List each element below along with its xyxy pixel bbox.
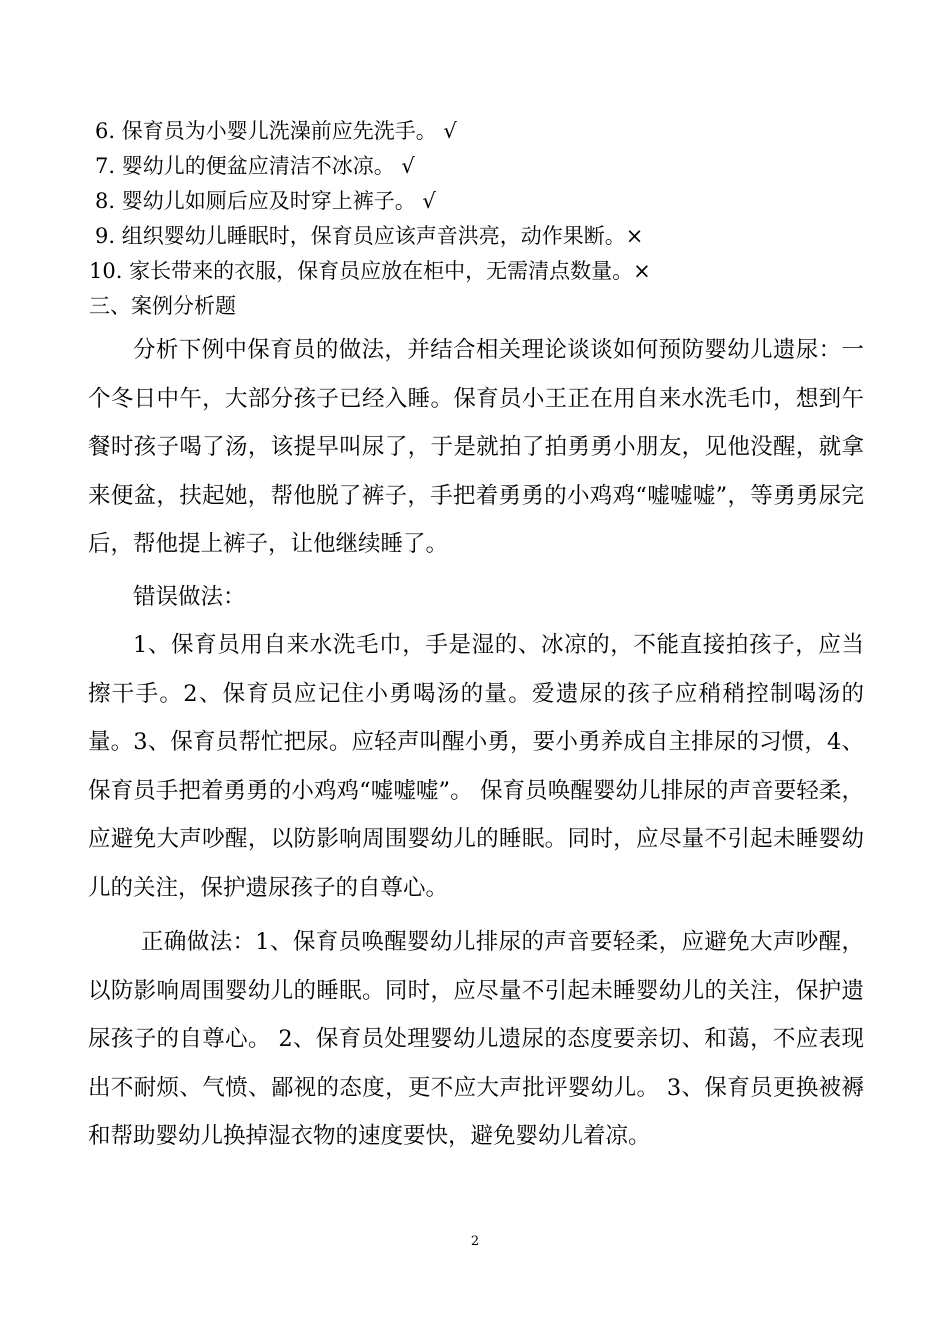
correct-practice-paragraph: 正确做法：1、保育员唤醒婴幼儿排尿的声音要轻柔，应避免大声吵醒，以防影响周围婴幼儿的睡眠。同时，应尽量不引起未睡婴幼儿的关注，保护遗尿孩子的自尊心。 2、保育员处理婴幼儿遗尿的态度要亲切、和蔼，不应表现出不耐烦、气愤、鄙视的态度，更不应大声批评婴幼儿。 3、保育员更换被褥和帮助婴幼儿换掉湿衣物的速度要快，避免婴幼儿着凉。 — [88, 929, 864, 1149]
judgment-item-6: 6. 保育员为小婴儿洗澡前应先洗手。 √ — [95, 119, 457, 143]
judgment-item-10: 10. 家长带来的衣服，保育员应放在柜中，无需清点数量。× — [89, 259, 651, 283]
section-heading: 三、案例分析题 — [89, 294, 236, 318]
page-number: 2 — [470, 1234, 480, 1249]
judgment-item-8: 8. 婴幼儿如厕后应及时穿上裤子。 √ — [95, 189, 436, 213]
judgment-item-7: 7. 婴幼儿的便盆应清洁不冰凉。 √ — [95, 154, 415, 178]
judgment-item-9: 9. 组织婴幼儿睡眠时，保育员应该声音洪亮，动作果断。× — [95, 224, 644, 248]
wrong-practice-heading: 错误做法： — [133, 584, 246, 610]
case-prompt-paragraph: 分析下例中保育员的做法，并结合相关理论谈谈如何预防婴幼儿遗尿：一个冬日中午，大部分孩子已经入睡。保育员小王正在用自来水洗毛巾，想到午餐时孩子喝了汤，该提早叫尿了，于是就拍了拍勇勇小朋友，见他没醒，就拿来便盆，扶起她，帮他脱了裤子，手把着勇勇的小鸡鸡“嘘嘘嘘”，等勇勇尿完后，帮他提上裤子，让他继续睡了。 — [88, 337, 864, 557]
wrong-practice-paragraph: 1、保育员用自来水洗毛巾，手是湿的、冰凉的，不能直接拍孩子，应当擦干手。2、保育员应记住小勇喝汤的量。爱遗尿的孩子应稍稍控制喝汤的量。3、保育员帮忙把尿。应轻声叫醒小勇，要小勇养成自主排尿的习惯，4、保育员手把着勇勇的小鸡鸡“嘘嘘嘘”。 保育员唤醒婴幼儿排尿的声音要轻柔，应避免大声吵醒，以防影响周围婴幼儿的睡眠。同时，应尽量不引起未睡婴幼儿的关注，保护遗尿孩子的自尊心。 — [88, 632, 864, 901]
